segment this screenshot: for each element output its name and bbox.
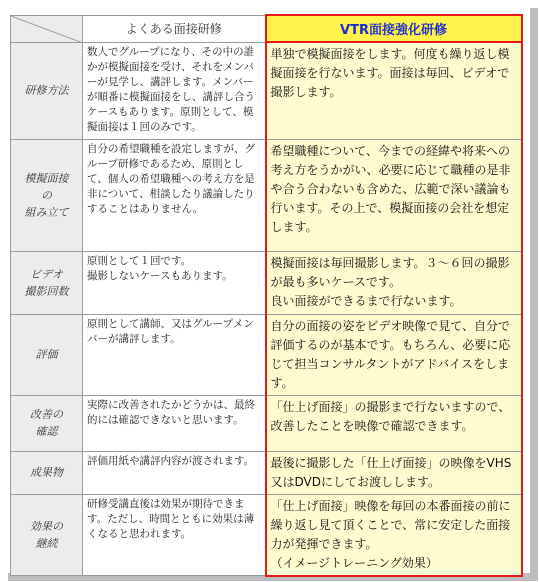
- common-cell: 実際に改善されたかどうかは、最終的には確認できないと思います。: [83, 395, 266, 451]
- common-cell: 研修受講直後は効果が期待できます。ただし、時間とともに効果は薄くなると思われます。: [83, 494, 266, 576]
- table-row: [11, 494, 522, 576]
- common-cell: 原則として１回です。 撮影しないケースもあります。: [83, 251, 266, 314]
- common-cell: 数人でグループになり、その中の誰かが模擬面接を受け、それをメンバーが見学し、講評します。メンバーが順番に模擬面接をし、講評し合うケースもあります。原則として、模擬面接は１回のみです。: [83, 42, 266, 139]
- table-row: [11, 314, 522, 395]
- table-row: [11, 251, 522, 314]
- vtr-cell: 単独で模擬面接をします。何度も繰り返し模擬面接を行ないます。面接は毎回、ビデオで撮影します。: [266, 42, 522, 139]
- table-row: [11, 451, 522, 494]
- row-label-deliverables: 成果物: [11, 451, 83, 494]
- vtr-cell: 自分の面接の姿をビデオ映像で見て、自分で評価するのが基本です。もちろん、必要に応じて担当コンサルタントがアドバイスをします。: [266, 314, 522, 395]
- vtr-cell: 希望職種について、今までの経緯や将来への考え方をうかがい、必要に応じて職種の是非や合う合わないも含めた、広範で深い議論も行います。その上で、模擬面接の会社を想定します。: [266, 139, 522, 251]
- row-label-effect-duration: 効果の 継続: [11, 494, 83, 576]
- common-cell: 原則として講師、又はグループメンバーが講評します。: [83, 314, 266, 395]
- table-row: [11, 395, 522, 451]
- common-cell: 自分の希望職種を設定しますが、グループ研修であるため、原則として、個人の希望職種への考え方を是非について、相談したり議論したりすることはありません。: [83, 139, 266, 251]
- row-label-structure: 模擬面接 の 組み立て: [11, 139, 83, 251]
- vtr-cell: 模擬面接は毎回撮影します。３～６回の撮影が最も多いケースです。 良い面接ができるまで行ないます。: [266, 251, 522, 314]
- corner-cell: [11, 15, 83, 42]
- table-row: [11, 42, 522, 139]
- vtr-cell: 「仕上げ面接」の撮影まで行ないますので、改善したことを映像で確認できます。: [266, 395, 522, 451]
- table-row: [11, 139, 522, 251]
- row-label-improvement: 改善の 確認: [11, 395, 83, 451]
- row-label-method: 研修方法: [11, 42, 83, 139]
- corner-diagonal: [11, 16, 83, 43]
- header-common-training: よくある面接研修: [83, 15, 266, 42]
- header-row: [11, 15, 522, 42]
- row-label-evaluation: 評価: [11, 314, 83, 395]
- comparison-table: [10, 14, 523, 577]
- row-label-video-count: ビデオ 撮影回数: [11, 251, 83, 314]
- header-vtr-training: VTR面接強化研修: [266, 15, 522, 42]
- vtr-cell: 最後に撮影した「仕上げ面接」の映像をVHS又はDVDにしてお渡しします。: [266, 451, 522, 494]
- vtr-cell: 「仕上げ面接」映像を毎回の本番面接の前に繰り返し見て頂くことで、常に安定した面接力が発揮できます。 （イメージトレーニング効果）: [266, 494, 522, 576]
- common-cell: 評価用紙や講評内容が渡されます。: [83, 451, 266, 494]
